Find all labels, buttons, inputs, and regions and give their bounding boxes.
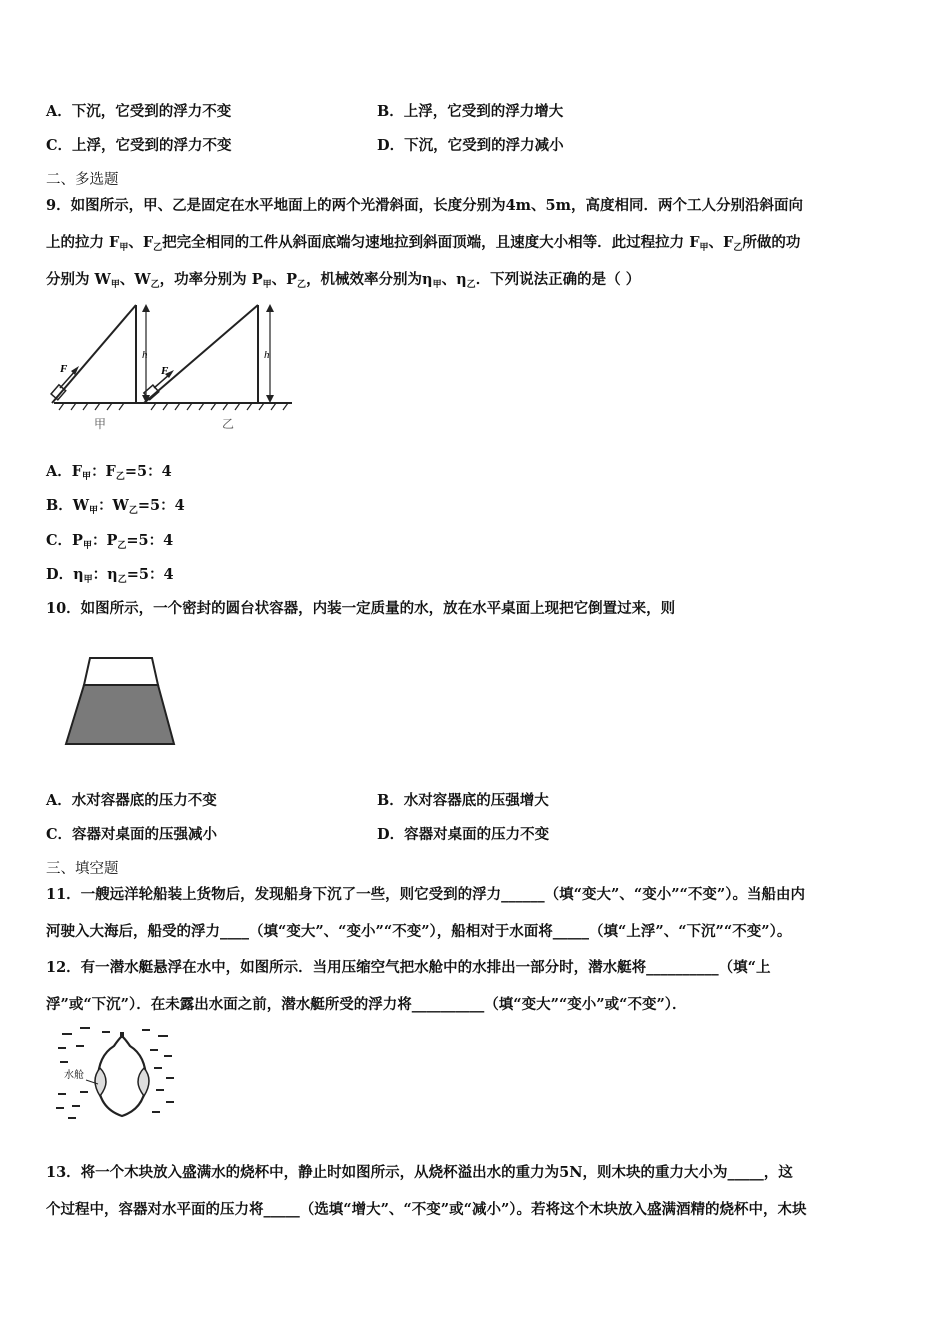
q12-submarine-figure	[50, 1022, 180, 1122]
q9-option-d: D．$\eta_甲$：$\eta_乙=5$：4	[46, 566, 174, 585]
label-h-2: h	[264, 349, 270, 361]
q9-option-c: C．$P_甲$：$P_乙=5$：4	[46, 532, 174, 551]
q9-option-a: A．$F_甲$：$F_乙=5$：4	[46, 463, 172, 482]
label-jia: 甲	[94, 417, 107, 431]
q8-option-d: D．下沉，它受到的浮力减小	[377, 137, 564, 154]
q10-option-b: B．水对容器底的压强增大	[377, 792, 549, 809]
q11-line2: 河驶入大海后，船受的浮力____（填“变大”、“变小”“不变”），船相对于水面将_____（填“上浮”、“下沉”“不变”）。	[46, 923, 792, 940]
incline-jia	[52, 305, 136, 403]
section-heading-multi-choice: 二、多选题	[46, 172, 119, 188]
section-heading-fill-blank: 三、填空题	[46, 861, 119, 877]
incline-yi	[144, 305, 258, 403]
q13-line2: 个过程中，容器对水平面的压力将_____（选填“增大”、“不变”或“减小”）。若将这个木块放入盛满酒精的烧杯中，木块	[46, 1201, 807, 1218]
water-region	[66, 685, 174, 744]
q9-option-b: B．$W_甲$：$W_乙=5$：4	[46, 497, 185, 516]
q10-option-d: D．容器对桌面的压力不变	[377, 826, 550, 843]
q10-option-a: A．水对容器底的压力不变	[46, 792, 217, 809]
q13-line1: 13．将一个木块放入盛满水的烧杯中，静止时如图所示，从烧杯溢出水的重力为5N，则木块的重力大小为_____，这	[46, 1164, 793, 1181]
q8-option-c: C．上浮，它受到的浮力不变	[46, 137, 232, 154]
q12-line1: 12．有一潜水艇悬浮在水中，如图所示．当用压缩空气把水舱中的水排出一部分时，潜水艇将__________（填“上	[46, 959, 771, 976]
q9-stem-line1: 9．如图所示，甲、乙是固定在水平地面上的两个光滑斜面，长度分别为4m、5m，高度相同．两个工人分别沿斜面向	[46, 197, 803, 214]
q9-inclined-planes-figure	[44, 300, 294, 440]
q12-line2: 浮”或“下沉”）．在未露出水面之前，潜水艇所受的浮力将__________（填“变大”“变小”或“不变”）．	[46, 996, 687, 1013]
q9-stem-line2: 上的拉力 $F_甲$、$F_乙$把完全相同的工件从斜面底端匀速地拉到斜面顶端，且速度大小相等．此过程拉力 $F_甲$、$F_乙$所做的功	[46, 234, 801, 253]
label-f-jia: F	[60, 363, 68, 375]
q10-option-c: C．容器对桌面的压强减小	[46, 826, 218, 843]
label-ballast-tank: 水舱	[64, 1070, 84, 1081]
q8-option-b: B．上浮，它受到的浮力增大	[377, 103, 564, 120]
q8-option-a: A．下沉，它受到的浮力不变	[46, 103, 232, 120]
label-yi: 乙	[222, 417, 235, 431]
label-h-1: h	[142, 349, 148, 361]
q11-line1: 11．一艘远洋轮船装上货物后，发现船身下沉了一些，则它受到的浮力______（填“变大”、“变小”“不变”）。当船由内	[46, 886, 805, 903]
label-f-yi: F	[161, 365, 169, 377]
q9-stem-line3: 分别为 $W_甲$、$W_乙$，功率分别为 $P_甲$、$P_乙$，机械效率分别为$\eta_甲$、$\eta_乙$．下列说法正确的是（ ）	[46, 271, 641, 290]
q10-stem: 10．如图所示，一个密封的圆台状容器，内装一定质量的水，放在水平桌面上现把它倒置过来，则	[46, 600, 676, 617]
q10-frustum-container-figure	[62, 655, 180, 747]
